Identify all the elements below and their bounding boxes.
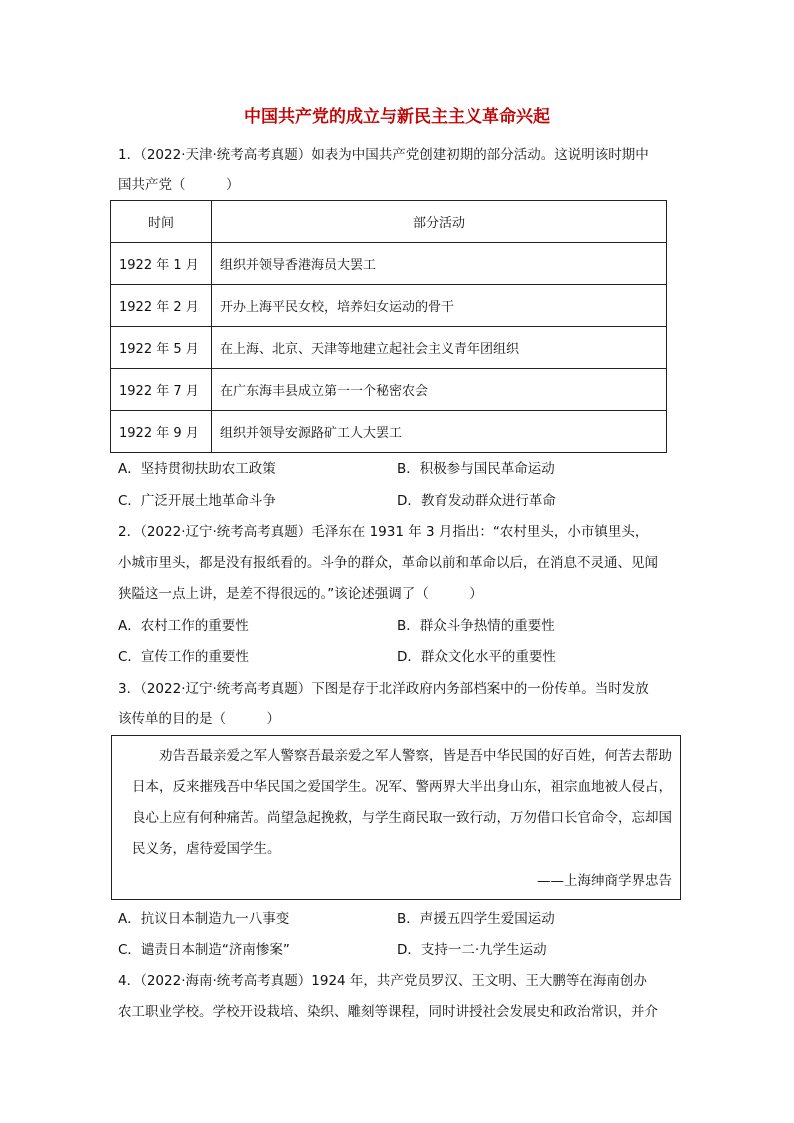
table-row [111,411,667,453]
row-activity: 在广东海丰县成立第一一个秘密农会 [212,369,667,411]
leaflet-text-line-2: 日本，反来摧残吾中华民国之爱国学生。况军、警两界大半出身山东，祖宗血地被人侵占， [132,779,672,795]
q2-stem-line-1: 2．（2022·辽宁·统考高考真题）毛泽东在 1931 年 3 月指出：“农村里头，小市镇里头， [118,524,649,540]
q3-leaflet-box [111,735,681,900]
table-row [111,327,667,369]
q3-stem-line-1: 3．（2022·辽宁·统考高考真题）下图是存于北洋政府内务部档案中的一份传单。当时发放 [118,681,649,697]
q2-option-d[interactable]: D．群众文化水平的重要性 [397,649,556,665]
leaflet-text-line-3: 良心上应有何种痛苦。尚望急起挽救，与学生商民取一致行动，万勿借口长官命令，忘却国 [132,810,672,826]
q4-stem-line-1: 4．（2022·海南·统考高考真题）1924 年，共产党员罗汉、王文明、王大鹏等在海南创办 [118,973,647,989]
q4-stem-line-2: 农工职业学校。学校开设栽培、染织、雕刻等课程，同时讲授社会发展史和政治常识，并介 [118,1004,658,1020]
q1-option-c[interactable]: C．广泛开展土地革命斗争 [118,493,276,509]
table-row [111,369,667,411]
q1-stem-line-1: 1．（2022·天津·统考高考真题）如表为中国共产党创建初期的部分活动。这说明该时期中 [118,147,649,163]
q3-option-d[interactable]: D．支持一二·九学生运动 [397,942,547,958]
header-time: 时间 [111,201,212,243]
row-activity: 组织并领导香港海员大罢工 [212,243,667,285]
q3-stem-line-2: 该传单的目的是（ ） [118,711,280,727]
q2-stem-line-2: 小城市里头，都是没有报纸看的。斗争的群众，革命以前和革命以后，在消息不灵通、见闻 [118,555,658,571]
q1-stem-line-2: 国共产党（ ） [118,177,240,193]
q2-option-b[interactable]: B．群众斗争热情的重要性 [397,618,555,634]
row-activity: 开办上海平民女校，培养妇女运动的骨干 [212,285,667,327]
document-title: 中国共产党的成立与新民主主义革命兴起 [244,107,550,127]
row-date: 1922 年 5 月 [111,327,212,369]
q1-option-a[interactable]: A．坚持贯彻扶助农工政策 [118,461,276,477]
q2-stem-line-3: 狭隘这一点上讲，是差不得很远的。”该论述强调了（ ） [118,586,483,602]
row-date: 1922 年 9 月 [111,411,212,453]
row-date: 1922 年 1 月 [111,243,212,285]
q1-activity-table [110,200,667,453]
leaflet-text-line-1: 劝告吾最亲爱之军人警察吾最亲爱之军人警察，皆是吾中华民国的好百姓，何苦去帮助 [132,748,672,764]
header-activity: 部分活动 [212,201,667,243]
q3-option-c[interactable]: C．谴责日本制造“济南惨案” [118,942,290,958]
leaflet-text-line-4: 民义务，虐待爱国学生。 [132,841,281,857]
row-date: 1922 年 7 月 [111,369,212,411]
q2-option-a[interactable]: A．农村工作的重要性 [118,618,249,634]
table-row [111,243,667,285]
q3-option-a[interactable]: A．抗议日本制造九一八事变 [118,911,290,927]
q3-option-b[interactable]: B．声援五四学生爱国运动 [397,911,555,927]
row-activity: 组织并领导安源路矿工人大罢工 [212,411,667,453]
q2-option-c[interactable]: C．宣传工作的重要性 [118,649,249,665]
table-row [111,285,667,327]
row-date: 1922 年 2 月 [111,285,212,327]
q1-option-d[interactable]: D．教育发动群众进行革命 [397,493,556,509]
row-activity: 在上海、北京、天津等地建立起社会主义青年团组织 [212,327,667,369]
leaflet-signature: ——上海绅商学界忠告 [537,873,672,889]
table-header-row [111,201,667,243]
q1-option-b[interactable]: B．积极参与国民革命运动 [397,461,555,477]
